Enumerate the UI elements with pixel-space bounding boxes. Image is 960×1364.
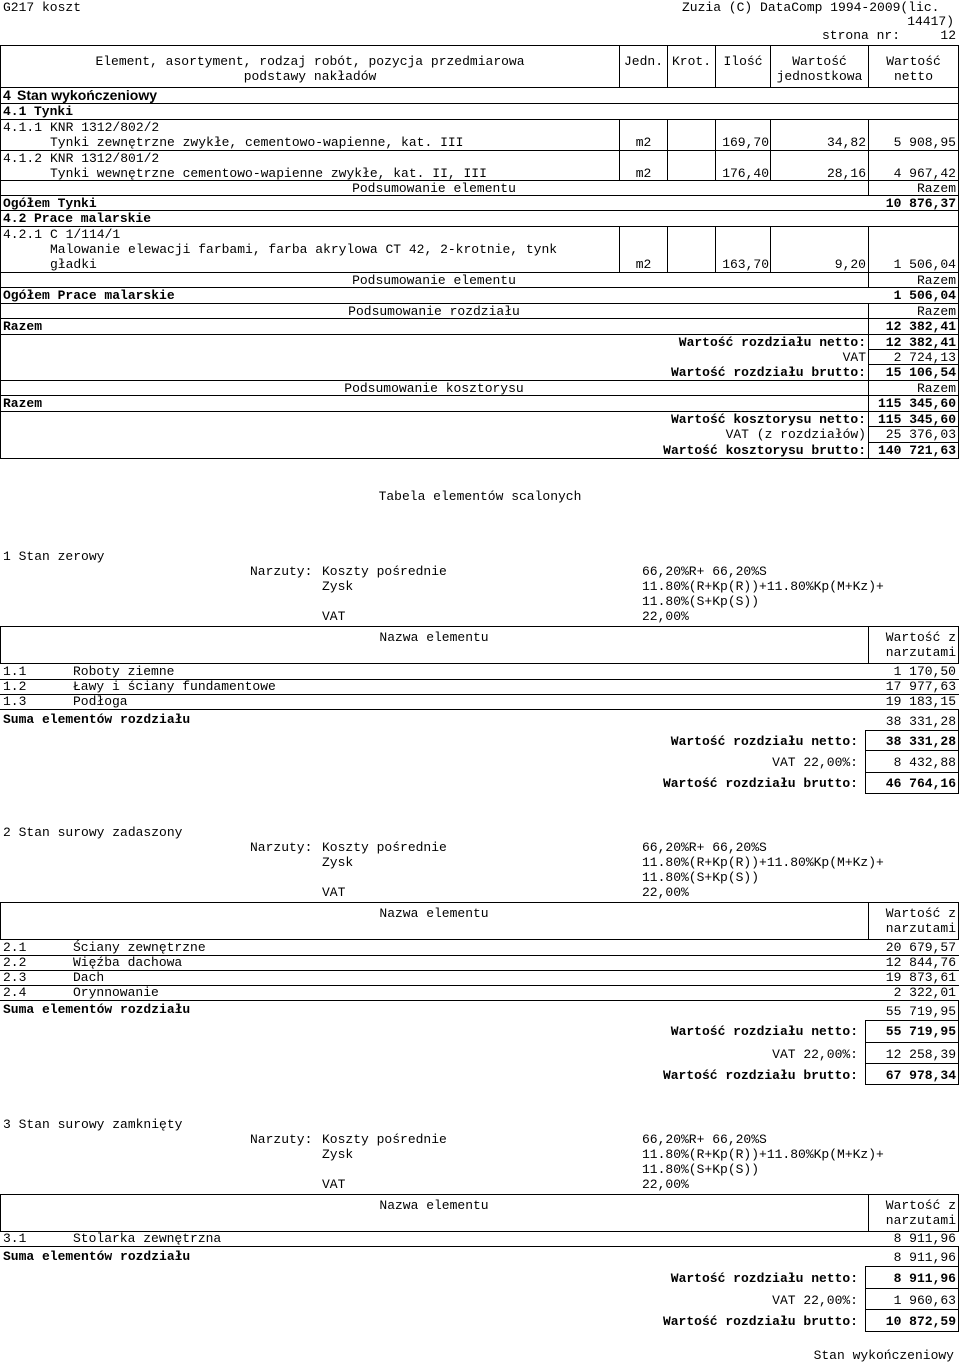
row-sep <box>865 1084 959 1085</box>
position-unit: m2 <box>635 135 652 150</box>
row-name: Podłoga <box>73 694 128 709</box>
document-title: G217 koszt <box>3 0 82 15</box>
page-footer: Stan wykończeniowy <box>813 1348 954 1363</box>
position-unit-price: 9,20 <box>834 257 866 272</box>
row-sep <box>865 1063 959 1064</box>
element-total-label: Ogółem Prace malarskie <box>3 288 175 303</box>
element-summary-label: Podsumowanie elementu <box>352 273 516 288</box>
chapter-vat-label: VAT 22,00%: <box>772 1293 858 1308</box>
row-value: 20 679,57 <box>885 940 956 955</box>
position-description-2: gładki <box>50 257 97 272</box>
col-sep <box>667 226 668 273</box>
row-number: 1.2 <box>3 679 27 694</box>
row-value: 19 873,61 <box>885 970 956 985</box>
vat-value: 22,00% <box>642 609 689 624</box>
row-name: Dach <box>73 970 105 985</box>
col-header-value: Wartość z <box>885 630 956 645</box>
col-header-name: Nazwa elementu <box>379 1198 489 1213</box>
profit-label: Zysk <box>322 579 354 594</box>
chapter-vat: 12 258,39 <box>885 1047 956 1062</box>
chapter-net: 38 331,28 <box>885 734 956 749</box>
chapter-vat-label: VAT <box>842 350 866 365</box>
chapter-net: 8 911,96 <box>893 1271 956 1286</box>
col-header-unit: Jedn. <box>623 54 663 69</box>
row-name: Stolarka zewnętrzna <box>73 1231 222 1246</box>
estimate-vat: 25 376,03 <box>885 427 956 442</box>
chapter-title: 1 Stan zerowy <box>3 549 105 564</box>
element-total: 1 506,04 <box>893 288 956 303</box>
row-sep <box>0 1246 959 1247</box>
profit-value-2: 11.80%(S+Kp(S)) <box>642 1162 760 1177</box>
chapter-vat: 8 432,88 <box>893 755 956 770</box>
position-qty: 176,40 <box>722 166 769 181</box>
position-basis: KNR 1312/802/2 <box>50 120 160 135</box>
row-sep <box>865 1266 959 1267</box>
row-value: 19 183,15 <box>885 694 956 709</box>
sum-label: Suma elementów rozdziału <box>3 1002 191 1017</box>
row-number: 2.4 <box>3 985 27 1000</box>
element-summary-razem: Razem <box>916 273 956 288</box>
element-summary-label: Podsumowanie elementu <box>352 181 516 196</box>
estimate-gross-label: Wartość kosztorysu brutto: <box>663 443 866 458</box>
element-title: Tynki <box>34 104 74 119</box>
profit-label: Zysk <box>322 855 354 870</box>
row-sep <box>0 1000 959 1001</box>
surcharges-label: Narzuty: <box>250 564 313 579</box>
chapter-title: 3 Stan surowy zamknięty <box>3 1117 183 1132</box>
row-sep <box>865 750 959 751</box>
position-number: 4.2.1 <box>3 227 43 242</box>
col-header-net: Wartość <box>886 54 941 69</box>
row-sep <box>0 103 959 104</box>
col-header-value: Wartość z <box>885 1198 956 1213</box>
chapter-gross: 10 872,59 <box>885 1314 956 1329</box>
chapter-net-label: Wartość rozdziału netto: <box>678 335 866 350</box>
chapter-gross: 46 764,16 <box>885 776 956 791</box>
col-header-unit-price-2: jednostkowa <box>776 69 863 84</box>
indirect-costs-label: Koszty pośrednie <box>322 840 447 855</box>
col-sep <box>865 1020 866 1085</box>
chapter-net-label: Wartość rozdziału netto: <box>670 1271 858 1286</box>
table-bottom-border <box>0 458 959 459</box>
row-number: 2.1 <box>3 940 27 955</box>
chapter-gross-label: Wartość rozdziału brutto: <box>662 1068 858 1083</box>
row-sep <box>865 1288 959 1289</box>
row-sep <box>865 793 959 794</box>
position-number: 4.1.1 <box>3 120 43 135</box>
col-header-value: Wartość z <box>885 906 956 921</box>
position-value: 4 967,42 <box>893 166 956 181</box>
profit-value-2: 11.80%(S+Kp(S)) <box>642 870 760 885</box>
col-header-name: Nazwa elementu <box>379 906 489 921</box>
element-summary-razem: Razem <box>916 181 956 196</box>
element-number: 4.2 <box>3 211 27 226</box>
element-number: 4.1 <box>3 104 27 119</box>
row-value: 2 322,01 <box>893 985 956 1000</box>
col-sep <box>865 1266 866 1332</box>
position-description: Tynki wewnętrzne cementowo-wapienne zwykłe, kat. II, III <box>50 166 487 181</box>
indirect-costs-label: Koszty pośrednie <box>322 1132 447 1147</box>
position-qty: 169,70 <box>722 135 769 150</box>
row-sep <box>865 1020 959 1021</box>
element-title: Prace malarskie <box>34 211 152 226</box>
sum-value: 55 719,95 <box>885 1004 956 1019</box>
position-value: 1 506,04 <box>893 257 956 272</box>
col-sep <box>667 119 668 181</box>
row-sep <box>865 1309 959 1310</box>
profit-value: 11.80%(R+Kp(R))+11.80%Kp(M+Kz)+ <box>642 855 884 870</box>
indirect-costs-value: 66,20%R+ 66,20%S <box>642 564 767 579</box>
col-sep <box>958 1000 959 1085</box>
estimate-net: 115 345,60 <box>877 412 956 427</box>
profit-label: Zysk <box>322 1147 354 1162</box>
position-basis: KNR 1312/801/2 <box>50 151 160 166</box>
row-number: 2.2 <box>3 955 27 970</box>
indirect-costs-value: 66,20%R+ 66,20%S <box>642 840 767 855</box>
position-unit-price: 34,82 <box>826 135 866 150</box>
col-header-element-2: podstawy nakładów <box>243 69 377 84</box>
row-name: Roboty ziemne <box>73 664 175 679</box>
vat-label: VAT <box>322 885 346 900</box>
row-sep <box>865 772 959 773</box>
col-sep <box>958 1246 959 1332</box>
vat-label: VAT <box>322 609 346 624</box>
position-unit: m2 <box>635 257 652 272</box>
chapter-gross-label: Wartość rozdziału brutto: <box>670 365 866 380</box>
row-sep <box>0 226 959 227</box>
col-header-mult: Krot. <box>671 54 711 69</box>
vat-label: VAT <box>322 1177 346 1192</box>
sum-value: 8 911,96 <box>893 1250 956 1265</box>
row-name: Ławy i ściany fundamentowe <box>73 679 276 694</box>
col-sep <box>958 709 959 794</box>
sum-label: Suma elementów rozdziału <box>3 712 191 727</box>
section-number: 4 <box>3 87 11 103</box>
section-title: Stan wykończeniowy <box>17 87 158 103</box>
chapter-vat-label: VAT 22,00%: <box>772 1047 858 1062</box>
table-left-border <box>0 45 1 459</box>
col-sep <box>865 730 866 794</box>
sum-label: Suma elementów rozdziału <box>3 1249 191 1264</box>
row-number: 2.3 <box>3 970 27 985</box>
chapter-vat-label: VAT 22,00%: <box>772 755 858 770</box>
position-unit: m2 <box>635 166 652 181</box>
estimate-net-label: Wartość kosztorysu netto: <box>670 412 866 427</box>
position-qty: 163,70 <box>722 257 769 272</box>
row-name: Ściany zewnętrzne <box>73 940 206 955</box>
element-total: 10 876,37 <box>885 196 956 211</box>
estimate-summary-label: Podsumowanie kosztorysu <box>344 381 524 396</box>
chapter-gross-label: Wartość rozdziału brutto: <box>662 776 858 791</box>
position-basis: C 1/114/1 <box>50 227 121 242</box>
position-number: 4.1.2 <box>3 151 43 166</box>
chapter-vat: 1 960,63 <box>893 1293 956 1308</box>
chapter-total: 12 382,41 <box>885 319 956 334</box>
estimate-vat-label: VAT (z rozdziałów) <box>725 427 866 442</box>
col-header-value-2: narzutami <box>885 645 956 660</box>
position-value: 5 908,95 <box>893 135 956 150</box>
row-sep <box>865 730 959 731</box>
vat-value: 22,00% <box>642 1177 689 1192</box>
page-number-label: strona nr: <box>822 28 901 43</box>
indirect-costs-label: Koszty pośrednie <box>322 564 447 579</box>
estimate-gross: 140 721,63 <box>877 443 956 458</box>
surcharges-label: Narzuty: <box>250 1132 313 1147</box>
row-value: 8 911,96 <box>893 1231 956 1246</box>
profit-value: 11.80%(R+Kp(R))+11.80%Kp(M+Kz)+ <box>642 579 884 594</box>
sum-value: 38 331,28 <box>885 714 956 729</box>
position-unit-price: 28,16 <box>826 166 866 181</box>
chapter-net-label: Wartość rozdziału netto: <box>670 1024 858 1039</box>
row-value: 1 170,50 <box>893 664 956 679</box>
col-header-qty: Ilość <box>723 54 763 69</box>
position-description: Malowanie elewacji farbami, farba akrylowa CT 42, 2-krotnie, tynk <box>50 242 558 257</box>
table-right-border <box>958 45 959 459</box>
profit-value: 11.80%(R+Kp(R))+11.80%Kp(M+Kz)+ <box>642 1147 884 1162</box>
estimate-summary-razem: Razem <box>916 381 956 396</box>
table-top-border <box>0 45 959 46</box>
page-number: 12 <box>940 28 956 43</box>
col-header-value-2: narzutami <box>885 921 956 936</box>
indirect-costs-value: 66,20%R+ 66,20%S <box>642 1132 767 1147</box>
row-sep <box>0 709 959 710</box>
chapter-total-label: Razem <box>3 319 43 334</box>
chapter-net-label: Wartość rozdziału netto: <box>670 734 858 749</box>
surcharges-label: Narzuty: <box>250 840 313 855</box>
row-value: 12 844,76 <box>885 955 956 970</box>
chapter-title: 2 Stan surowy zadaszony <box>3 825 183 840</box>
chapter-summary-razem: Razem <box>916 304 956 319</box>
col-header-value-2: narzutami <box>885 1213 956 1228</box>
col-header-element: Element, asortyment, rodzaj robót, pozycja przedmiarowa <box>95 54 525 69</box>
row-sep <box>865 1042 959 1043</box>
chapter-summary-label: Podsumowanie rozdziału <box>348 304 520 319</box>
chapter-net: 12 382,41 <box>885 335 956 350</box>
chapter-gross-label: Wartość rozdziału brutto: <box>662 1314 858 1329</box>
row-name: Więźba dachowa <box>73 955 183 970</box>
merged-table-title: Tabela elementów scalonych <box>378 489 582 504</box>
chapter-vat: 2 724,13 <box>893 350 956 365</box>
element-total-label: Ogółem Tynki <box>3 196 97 211</box>
program-info-line2: 14417) <box>907 14 954 29</box>
col-header-net-2: netto <box>893 69 933 84</box>
vat-value: 22,00% <box>642 885 689 900</box>
program-info-line1: Zuzia (C) DataComp 1994-2009(lic. <box>682 0 940 15</box>
col-header-name: Nazwa elementu <box>379 630 489 645</box>
estimate-total: 115 345,60 <box>877 396 956 411</box>
chapter-gross: 67 978,34 <box>885 1068 956 1083</box>
row-value: 17 977,63 <box>885 679 956 694</box>
row-number: 1.1 <box>3 664 27 679</box>
col-header-unit-price: Wartość <box>792 54 847 69</box>
row-name: Orynnowanie <box>73 985 159 1000</box>
chapter-net: 55 719,95 <box>885 1024 956 1039</box>
profit-value-2: 11.80%(S+Kp(S)) <box>642 594 760 609</box>
row-number: 1.3 <box>3 694 27 709</box>
position-description: Tynki zewnętrzne zwykłe, cementowo-wapienne, kat. III <box>50 135 464 150</box>
row-number: 3.1 <box>3 1231 27 1246</box>
row-sep <box>865 1331 959 1332</box>
estimate-total-label: Razem <box>3 396 43 411</box>
chapter-gross: 15 106,54 <box>885 365 956 380</box>
